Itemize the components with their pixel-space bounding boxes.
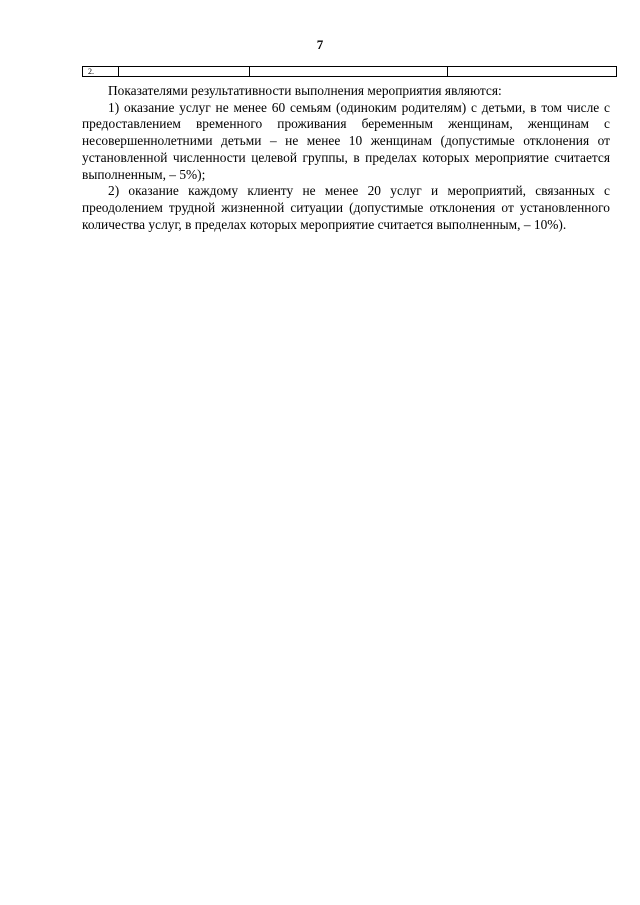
- table-cell: [250, 67, 448, 77]
- paragraph-indicator-1: 1) оказание услуг не менее 60 семьям (одиноким родителям) с детьми, в том числе с предоставлением временного проживания беременным женщинам, женщинам с несовершеннолетними детьми – не менее 10 женщинам (допустимые отклонения от установленной численности целевой группы, в пределах которых мероприятие считается выполненным, – 5%);: [82, 99, 610, 182]
- paragraph-indicators-intro: Показателями результативности выполнения мероприятия являются:: [108, 83, 502, 98]
- table-cell: [119, 67, 250, 77]
- document-body: [82, 83, 610, 233]
- table-fragment: [82, 66, 617, 77]
- paragraph-indicator-2: 2) оказание каждому клиенту не менее 20 услуг и мероприятий, связанных с преодолением трудной жизненной ситуации (допустимые отклонения от установленного количества услуг, в пределах которых мероприятие считается выполненным, – 10%).: [82, 183, 610, 232]
- table-row: [83, 67, 617, 77]
- page-number: 7: [316, 37, 324, 52]
- table-cell: [448, 67, 617, 77]
- table-cell-number: 2.: [83, 67, 119, 77]
